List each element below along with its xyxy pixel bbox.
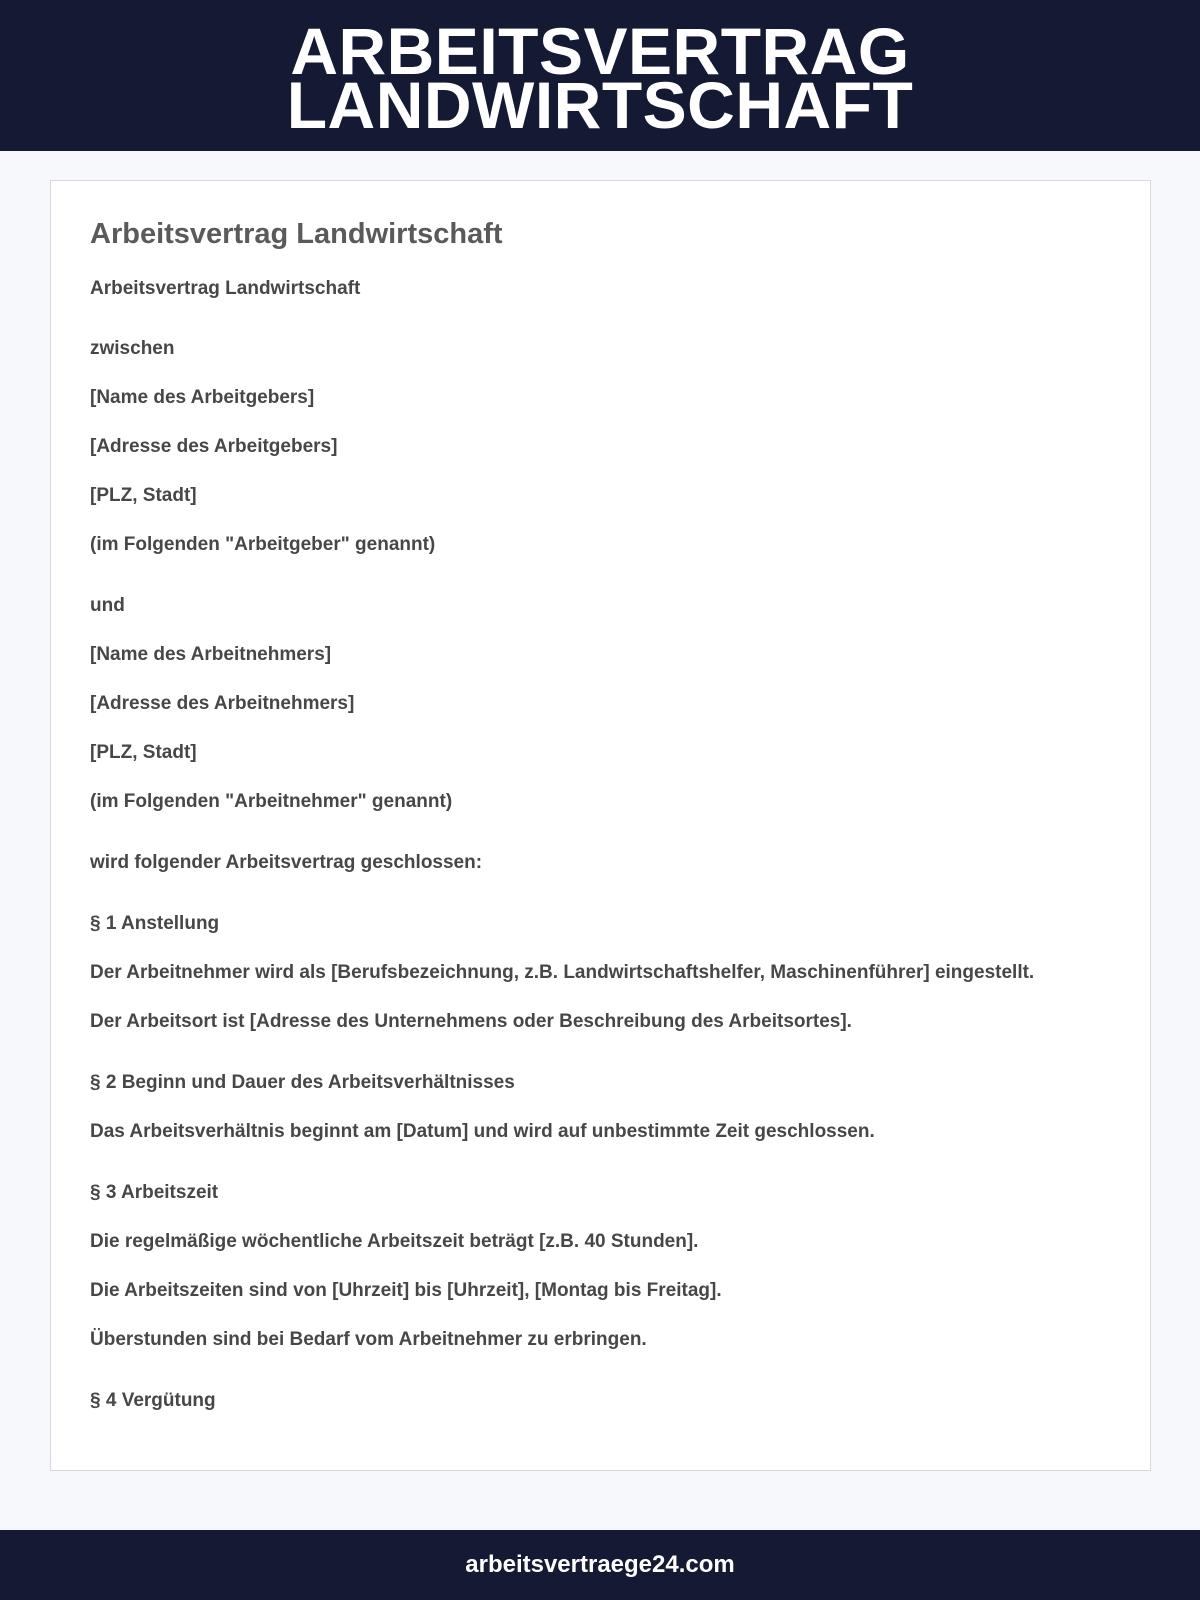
employer-designation: (im Folgenden "Arbeitgeber" genannt) [90,534,436,555]
employee-city-placeholder: [PLZ, Stadt] [90,742,197,763]
document-card [50,180,1151,1471]
employee-name-placeholder: [Name des Arbeitnehmers] [90,644,332,665]
text-between: zwischen [90,338,175,359]
section-3-paragraph-1: Die regelmäßige wöchentliche Arbeitszeit beträgt [z.B. 40 Stunden]. [90,1231,699,1252]
header-title-line-1: ARBEITSVERTRAG [290,13,910,88]
employer-name-placeholder: [Name des Arbeitgebers] [90,387,315,408]
section-3-paragraph-3: Überstunden sind bei Bedarf vom Arbeitnehmer zu erbringen. [90,1329,647,1350]
employee-designation: (im Folgenden "Arbeitnehmer" genannt) [90,791,453,812]
document-subtitle: Arbeitsvertrag Landwirtschaft [90,278,361,299]
text-and: und [90,595,125,616]
section-4-heading: § 4 Vergütung [90,1390,216,1411]
employee-address-placeholder: [Adresse des Arbeitnehmers] [90,693,355,714]
section-2-heading: § 2 Beginn und Dauer des Arbeitsverhältnisses [90,1072,515,1093]
section-1-paragraph-1: Der Arbeitnehmer wird als [Berufsbezeichnung, z.B. Landwirtschaftshelfer, Maschinenführer] eingestellt. [90,962,1035,983]
page-header [0,0,1200,151]
section-2-paragraph-1: Das Arbeitsverhältnis beginnt am [Datum] und wird auf unbestimmte Zeit geschlossen. [90,1121,875,1142]
footer-site-link[interactable]: arbeitsvertraege24.com [465,1551,735,1578]
section-1-heading: § 1 Anstellung [90,913,220,934]
document-title: Arbeitsvertrag Landwirtschaft [90,218,503,250]
employer-city-placeholder: [PLZ, Stadt] [90,485,197,506]
employer-address-placeholder: [Adresse des Arbeitgebers] [90,436,338,457]
contract-intro: wird folgender Arbeitsvertrag geschlossen: [90,852,483,873]
header-title-line-2: LANDWIRTSCHAFT [286,67,914,142]
section-3-paragraph-2: Die Arbeitszeiten sind von [Uhrzeit] bis [Uhrzeit], [Montag bis Freitag]. [90,1280,722,1301]
section-3-heading: § 3 Arbeitszeit [90,1182,219,1203]
section-1-paragraph-2: Der Arbeitsort ist [Adresse des Unternehmens oder Beschreibung des Arbeitsortes]. [90,1011,852,1032]
page-footer [0,1530,1200,1600]
